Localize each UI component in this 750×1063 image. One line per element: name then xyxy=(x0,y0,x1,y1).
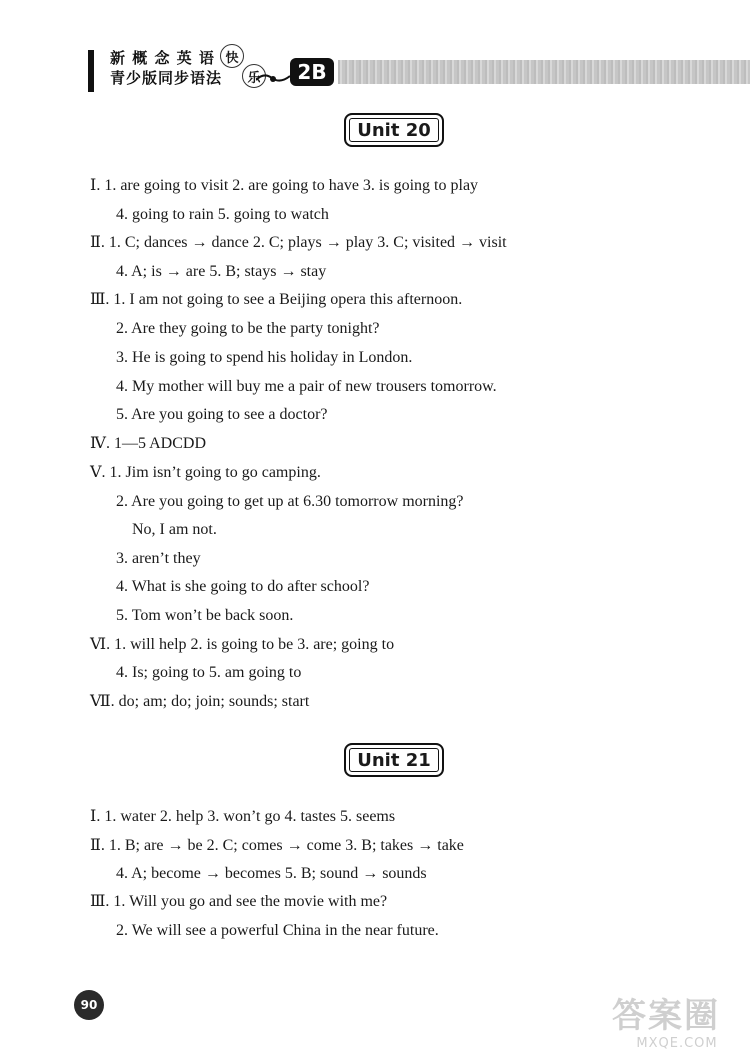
answer-line: 5. Tom won’t be back soon. xyxy=(116,607,294,624)
header-strip xyxy=(338,60,750,84)
answer-line: 2. Are you going to get up at 6.30 tomorrow morning? xyxy=(116,493,464,510)
header-title-line1: 新 概 念 英 语 xyxy=(110,49,215,67)
answer-line: Ⅲ. 1. Will you go and see the movie with me? xyxy=(90,893,388,910)
header-bar xyxy=(88,50,94,92)
answer-line: 3. aren’t they xyxy=(116,550,201,567)
answer-line: 2. We will see a powerful China in the near future. xyxy=(116,922,439,939)
answer-line: Ⅱ. 1. C; dances → dance 2. C; plays → play 3. C; visited → visit xyxy=(90,234,507,251)
watermark-logo: 答案圈 xyxy=(612,996,720,1036)
badge-char-kuai: 快 xyxy=(220,44,244,68)
answer-line: 4. What is she going to do after school? xyxy=(116,578,370,595)
unit-20-title: Unit 20 xyxy=(344,113,444,147)
answer-line: 4. A; become → becomes 5. B; sound → sounds xyxy=(116,865,427,882)
unit-21-title: Unit 21 xyxy=(344,743,444,777)
badge-char-le: 乐 xyxy=(242,64,266,88)
answer-line: Ⅲ. 1. I am not going to see a Beijing opera this afternoon. xyxy=(90,291,463,308)
answer-line: 4. Is; going to 5. am going to xyxy=(116,664,302,681)
answer-line: 3. He is going to spend his holiday in London. xyxy=(116,349,413,366)
watermark-url: MXQE.COM xyxy=(636,1036,718,1051)
answer-line: 2. Are they going to be the party tonight? xyxy=(116,320,380,337)
grade-badge: 2B xyxy=(290,58,334,86)
decor-icon xyxy=(256,72,290,84)
answer-line: Ⅵ. 1. will help 2. is going to be 3. are; going to xyxy=(90,636,395,653)
watermark xyxy=(612,996,742,1060)
answer-line: 4. A; is → are 5. B; stays → stay xyxy=(116,263,327,280)
answer-line: 4. My mother will buy me a pair of new trousers tomorrow. xyxy=(116,378,497,395)
header-title xyxy=(110,48,222,88)
answer-line: No, I am not. xyxy=(132,521,217,538)
answer-line: Ⅴ. 1. Jim isn’t going to go camping. xyxy=(90,464,321,481)
answer-line: 5. Are you going to see a doctor? xyxy=(116,406,328,423)
page-header xyxy=(88,44,750,94)
answer-line: Ⅰ. 1. water 2. help 3. won’t go 4. tastes 5. seems xyxy=(90,808,396,825)
header-title-line2: 青少版同步语法 xyxy=(110,69,223,87)
page-number: 90 xyxy=(74,990,104,1020)
answer-line: Ⅶ. do; am; do; join; sounds; start xyxy=(90,693,310,710)
answer-line: Ⅳ. 1—5 ADCDD xyxy=(90,435,206,452)
answer-line: Ⅱ. 1. B; are → be 2. C; comes → come 3. B; takes → take xyxy=(90,837,464,854)
answer-line: Ⅰ. 1. are going to visit 2. are going to have 3. is going to play xyxy=(90,177,479,194)
answer-line: 4. going to rain 5. going to watch xyxy=(116,206,329,223)
